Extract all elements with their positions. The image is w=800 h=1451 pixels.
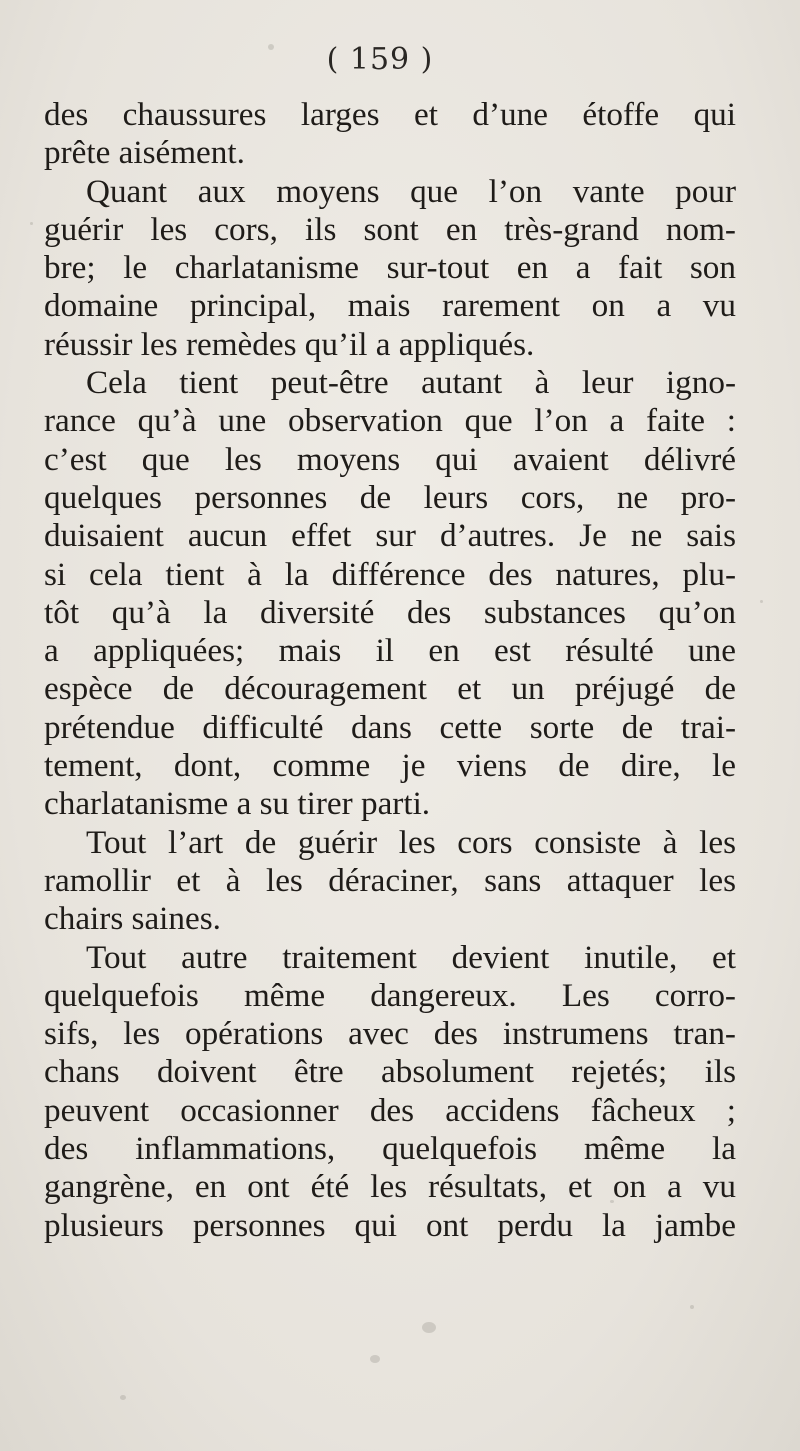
text-line: a appliquées; mais il en est résulté une (44, 632, 736, 670)
text-line: guérir les cors, ils sont en très-grand nom- (44, 210, 736, 248)
text-line: réussir les remèdes qu’il a appliqués. (44, 325, 535, 363)
text-line: Cela tient peut-être autant à leur igno- (86, 364, 736, 402)
paper-speck (120, 1395, 126, 1400)
paper-speck (370, 1355, 380, 1363)
text-line: bre; le charlatanisme sur-tout en a fait son (44, 249, 736, 287)
body-text (44, 96, 744, 1245)
text-line: espèce de découragement et un préjugé de (44, 670, 736, 708)
text-line: Tout l’art de guérir les cors consiste à les (86, 823, 736, 861)
text-line: des chaussures larges et d’une étoffe qui (44, 96, 736, 133)
paper-speck (690, 1305, 694, 1309)
text-line: quelquefois même dangereux. Les corro- (44, 976, 736, 1014)
text-line: Quant aux moyens que l’on vante pour (86, 172, 736, 210)
text-line: plusieurs personnes qui ont perdu la jambe (44, 1206, 736, 1244)
text-line: charlatanisme a su tirer parti. (44, 785, 431, 823)
text-line: des inflammations, quelquefois même la (44, 1130, 736, 1168)
paper-speck (760, 600, 763, 603)
text-line: rance qu’à une observation que l’on a faite : (44, 402, 736, 440)
text-line: gangrène, en ont été les résultats, et on a vu (44, 1168, 736, 1206)
text-line: tôt qu’à la diversité des substances qu’on (44, 593, 736, 631)
text-line: chairs saines. (44, 900, 221, 938)
text-line: c’est que les moyens qui avaient délivré (44, 440, 736, 478)
text-line: ramollir et à les déraciner, sans attaquer les (44, 861, 736, 899)
text-line: si cela tient à la différence des natures, plu- (44, 555, 736, 593)
page-number: ( 159 ) (326, 42, 434, 77)
paper-speck (30, 222, 33, 225)
text-line: Tout autre traitement devient inutile, et (86, 938, 736, 976)
text-line: prétendue difficulté dans cette sorte de trai- (44, 708, 736, 746)
text-line: quelques personnes de leurs cors, ne pro- (44, 478, 736, 516)
text-line: prête aisément. (44, 134, 245, 172)
text-line: domaine principal, mais rarement on a vu (44, 287, 736, 325)
text-line: tement, dont, comme je viens de dire, le (44, 747, 736, 785)
paper-speck (422, 1322, 436, 1333)
text-line: duisaient aucun effet sur d’autres. Je ne sais (44, 517, 736, 555)
text-line: sifs, les opérations avec des instrumens tran- (44, 1015, 736, 1053)
text-line: chans doivent être absolument rejetés; ils (44, 1053, 736, 1091)
text-line: peuvent occasionner des accidens fâcheux ; (44, 1091, 736, 1129)
